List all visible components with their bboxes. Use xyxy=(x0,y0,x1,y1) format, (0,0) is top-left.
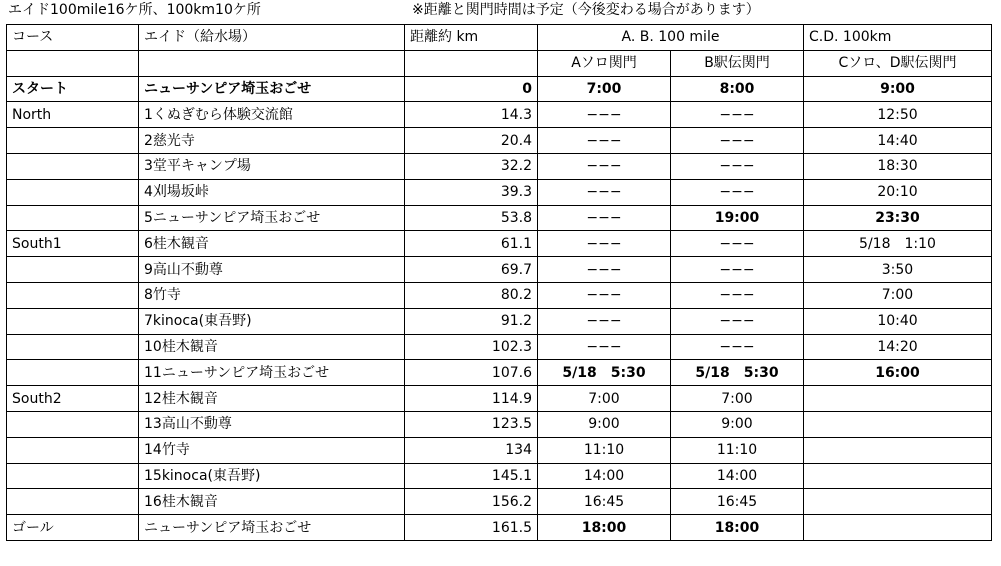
course-cell: South1 xyxy=(7,231,139,257)
distance-cell: 107.6 xyxy=(405,360,538,386)
aid-station-cell: 9高山不動尊 xyxy=(139,257,405,283)
distance-cell: 69.7 xyxy=(405,257,538,283)
b-ekiden-time-cell: −−− xyxy=(671,334,804,360)
distance-cell: 14.3 xyxy=(405,102,538,128)
cd-gate-time-cell: 14:40 xyxy=(804,128,992,154)
a-solo-time-cell: 16:45 xyxy=(538,489,671,515)
aid-station-cell: 2慈光寺 xyxy=(139,128,405,154)
aid-station-cell: 11ニューサンピア埼玉おごせ xyxy=(139,360,405,386)
aid-station-cell: 16桂木観音 xyxy=(139,489,405,515)
cd-gate-time-cell: 9:00 xyxy=(804,76,992,102)
course-cell xyxy=(7,411,139,437)
course-cell xyxy=(7,128,139,154)
header-cd-gate: Cソロ、D駅伝関門 xyxy=(804,50,992,76)
aid-station-cell: 10桂木観音 xyxy=(139,334,405,360)
table-row xyxy=(7,153,992,179)
table-row xyxy=(7,205,992,231)
course-cell: スタート xyxy=(7,76,139,102)
table-row xyxy=(7,102,992,128)
a-solo-time-cell: −−− xyxy=(538,128,671,154)
a-solo-time-cell: −−− xyxy=(538,308,671,334)
course-cell xyxy=(7,205,139,231)
aid-station-cell: 14竹寺 xyxy=(139,437,405,463)
a-solo-time-cell: −−− xyxy=(538,257,671,283)
cd-gate-time-cell xyxy=(804,463,992,489)
distance-cell: 61.1 xyxy=(405,231,538,257)
b-ekiden-time-cell: −−− xyxy=(671,102,804,128)
b-ekiden-time-cell: −−− xyxy=(671,153,804,179)
b-ekiden-time-cell: 11:10 xyxy=(671,437,804,463)
distance-cell: 114.9 xyxy=(405,386,538,412)
header-aid: エイド（給水場） xyxy=(139,25,405,51)
distance-cell: 123.5 xyxy=(405,411,538,437)
course-cell xyxy=(7,360,139,386)
schedule-disclaimer: ※距離と関門時間は予定（今後変わる場合があります） xyxy=(412,2,760,18)
table-row xyxy=(7,257,992,283)
table-row xyxy=(7,334,992,360)
aid-station-cell: 5ニューサンピア埼玉おごせ xyxy=(139,205,405,231)
header-ab-group: A. B. 100 mile xyxy=(538,25,804,51)
aid-station-cell: 15kinoca(東吾野) xyxy=(139,463,405,489)
a-solo-time-cell: 7:00 xyxy=(538,386,671,412)
a-solo-time-cell: −−− xyxy=(538,205,671,231)
b-ekiden-time-cell: 5/18 5:30 xyxy=(671,360,804,386)
b-ekiden-time-cell: −−− xyxy=(671,308,804,334)
table-row xyxy=(7,308,992,334)
distance-cell: 39.3 xyxy=(405,179,538,205)
table-row xyxy=(7,515,992,541)
b-ekiden-time-cell: 16:45 xyxy=(671,489,804,515)
table-row xyxy=(7,76,992,102)
aid-station-cell: 12桂木観音 xyxy=(139,386,405,412)
a-solo-time-cell: 14:00 xyxy=(538,463,671,489)
distance-cell: 161.5 xyxy=(405,515,538,541)
aid-station-cell: 6桂木観音 xyxy=(139,231,405,257)
a-solo-time-cell: 7:00 xyxy=(538,76,671,102)
distance-cell: 145.1 xyxy=(405,463,538,489)
course-cell: ゴール xyxy=(7,515,139,541)
cd-gate-time-cell: 16:00 xyxy=(804,360,992,386)
a-solo-time-cell: −−− xyxy=(538,179,671,205)
cd-gate-time-cell xyxy=(804,489,992,515)
header-row-1 xyxy=(7,25,992,51)
aid-station-cell: 7kinoca(東吾野) xyxy=(139,308,405,334)
course-cell xyxy=(7,308,139,334)
distance-cell: 156.2 xyxy=(405,489,538,515)
aid-station-cell: 3堂平キャンプ場 xyxy=(139,153,405,179)
table-row xyxy=(7,128,992,154)
b-ekiden-time-cell: −−− xyxy=(671,179,804,205)
course-cell xyxy=(7,257,139,283)
table-row xyxy=(7,489,992,515)
table-row xyxy=(7,231,992,257)
a-solo-time-cell: −−− xyxy=(538,282,671,308)
table-row xyxy=(7,179,992,205)
header-distance-text: 距離約 km xyxy=(410,29,479,45)
a-solo-time-cell: 5/18 5:30 xyxy=(538,360,671,386)
cd-gate-time-cell: 10:40 xyxy=(804,308,992,334)
b-ekiden-time-cell: −−− xyxy=(671,282,804,308)
table-row xyxy=(7,360,992,386)
header-distance-blank xyxy=(405,50,538,76)
a-solo-time-cell: 11:10 xyxy=(538,437,671,463)
distance-cell: 102.3 xyxy=(405,334,538,360)
table-row xyxy=(7,386,992,412)
a-solo-time-cell: −−− xyxy=(538,231,671,257)
aid-station-cell: 13高山不動尊 xyxy=(139,411,405,437)
distance-cell: 53.8 xyxy=(405,205,538,231)
distance-cell: 134 xyxy=(405,437,538,463)
a-solo-time-cell: 18:00 xyxy=(538,515,671,541)
header-course-blank xyxy=(7,50,139,76)
cd-gate-time-cell: 18:30 xyxy=(804,153,992,179)
table-row xyxy=(7,411,992,437)
b-ekiden-time-cell: 14:00 xyxy=(671,463,804,489)
a-solo-time-cell: −−− xyxy=(538,153,671,179)
distance-cell: 80.2 xyxy=(405,282,538,308)
aid-station-cell: ニューサンピア埼玉おごせ xyxy=(139,515,405,541)
aid-station-cell: 1くぬぎむら体験交流館 xyxy=(139,102,405,128)
b-ekiden-time-cell: −−− xyxy=(671,257,804,283)
header-row-2 xyxy=(7,50,992,76)
cd-gate-time-cell: 3:50 xyxy=(804,257,992,283)
cd-gate-time-cell xyxy=(804,515,992,541)
aid-station-cell: ニューサンピア埼玉おごせ xyxy=(139,76,405,102)
b-ekiden-time-cell: 8:00 xyxy=(671,76,804,102)
header-a-solo: Aソロ関門 xyxy=(538,50,671,76)
table-row xyxy=(7,463,992,489)
cd-gate-time-cell xyxy=(804,437,992,463)
a-solo-time-cell: −−− xyxy=(538,334,671,360)
aid-count-note: エイド100mile16ケ所、100km10ケ所 xyxy=(8,2,261,18)
cd-gate-time-cell: 7:00 xyxy=(804,282,992,308)
cd-gate-time-cell xyxy=(804,411,992,437)
b-ekiden-time-cell: 7:00 xyxy=(671,386,804,412)
a-solo-time-cell: 9:00 xyxy=(538,411,671,437)
course-cell xyxy=(7,463,139,489)
course-cell xyxy=(7,282,139,308)
distance-cell: 91.2 xyxy=(405,308,538,334)
header-distance xyxy=(405,25,538,51)
b-ekiden-time-cell: 18:00 xyxy=(671,515,804,541)
course-cell xyxy=(7,179,139,205)
a-solo-time-cell: −−− xyxy=(538,102,671,128)
course-cell xyxy=(7,489,139,515)
b-ekiden-time-cell: 9:00 xyxy=(671,411,804,437)
cd-gate-time-cell: 23:30 xyxy=(804,205,992,231)
header-cd-group: C.D. 100km xyxy=(804,25,992,51)
cd-gate-time-cell: 5/18 1:10 xyxy=(804,231,992,257)
course-cell xyxy=(7,153,139,179)
course-cell: North xyxy=(7,102,139,128)
cd-gate-time-cell: 14:20 xyxy=(804,334,992,360)
header-course: コース xyxy=(7,25,139,51)
table-row xyxy=(7,282,992,308)
course-cell xyxy=(7,334,139,360)
header-b-ekiden: B駅伝関門 xyxy=(671,50,804,76)
distance-cell: 20.4 xyxy=(405,128,538,154)
cd-gate-time-cell xyxy=(804,386,992,412)
cd-gate-time-cell: 12:50 xyxy=(804,102,992,128)
b-ekiden-time-cell: 19:00 xyxy=(671,205,804,231)
aid-station-cell: 4刈場坂峠 xyxy=(139,179,405,205)
course-cell xyxy=(7,437,139,463)
b-ekiden-time-cell: −−− xyxy=(671,128,804,154)
table-row xyxy=(7,437,992,463)
header-aid-blank xyxy=(139,50,405,76)
aid-station-table xyxy=(6,24,992,541)
aid-station-cell: 8竹寺 xyxy=(139,282,405,308)
course-cell: South2 xyxy=(7,386,139,412)
b-ekiden-time-cell: −−− xyxy=(671,231,804,257)
distance-cell: 32.2 xyxy=(405,153,538,179)
distance-cell: 0 xyxy=(405,76,538,102)
cd-gate-time-cell: 20:10 xyxy=(804,179,992,205)
